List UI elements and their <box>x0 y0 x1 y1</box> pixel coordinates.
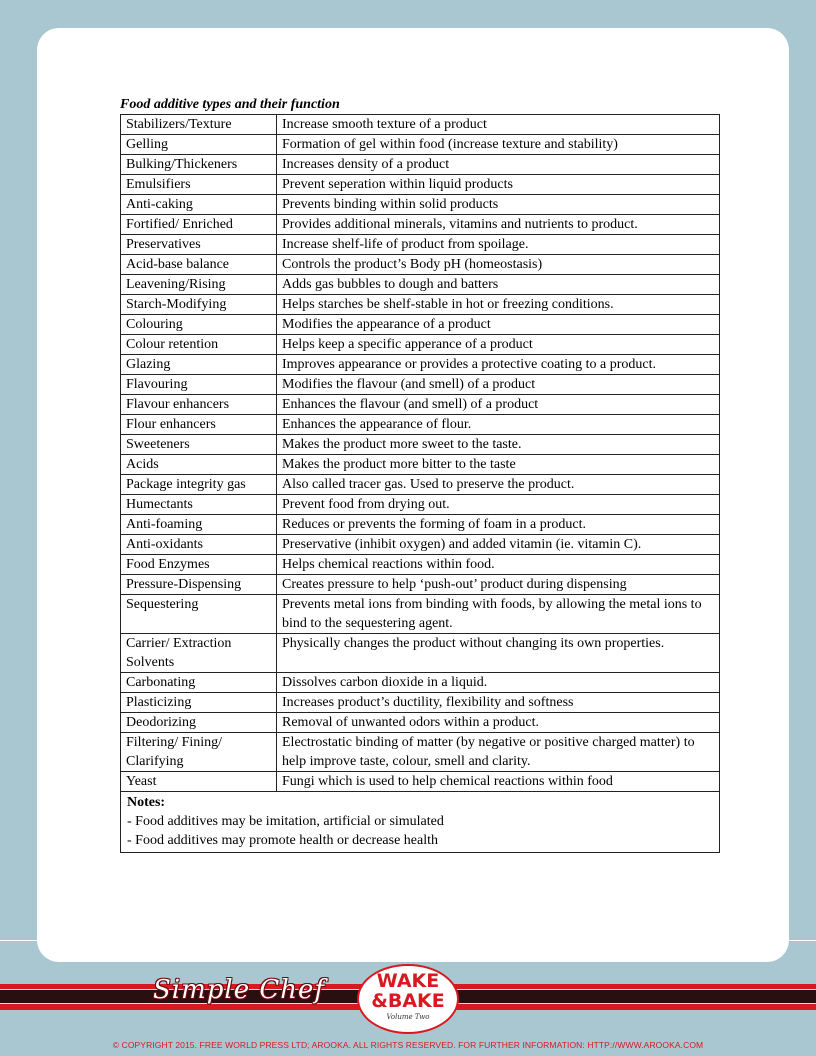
additive-function-cell: Reduces or prevents the forming of foam in a product. <box>277 515 720 535</box>
additive-function-cell: Provides additional minerals, vitamins and nutrients to product. <box>277 215 720 235</box>
additive-function-cell: Preservative (inhibit oxygen) and added vitamin (ie. vitamin C). <box>277 535 720 555</box>
additive-type-cell: Colour retention <box>121 335 277 355</box>
table-row <box>121 215 720 235</box>
additive-function-cell: Makes the product more bitter to the taste <box>277 455 720 475</box>
table-row <box>121 395 720 415</box>
additive-function-cell: Creates pressure to help ‘push-out’ product during dispensing <box>277 575 720 595</box>
additive-type-cell: Bulking/Thickeners <box>121 155 277 175</box>
additive-type-cell: Flavouring <box>121 375 277 395</box>
additive-type-cell: Acids <box>121 455 277 475</box>
additive-function-cell: Increases product’s ductility, flexibility and softness <box>277 693 720 713</box>
additive-function-cell: Controls the product’s Body pH (homeostasis) <box>277 255 720 275</box>
guide-line-right <box>786 940 816 941</box>
table-row <box>121 515 720 535</box>
table-title: Food additive types and their function <box>120 97 340 112</box>
additive-function-cell: Prevents metal ions from binding with foods, by allowing the metal ions to bind to the sequestering agent. <box>277 595 720 634</box>
notes-cell <box>121 792 720 853</box>
table-row <box>121 455 720 475</box>
table-row <box>121 195 720 215</box>
notes-title: Notes: <box>127 795 166 810</box>
additive-type-cell: Carbonating <box>121 673 277 693</box>
additive-function-cell: Increase shelf-life of product from spoilage. <box>277 235 720 255</box>
additive-function-cell: Increase smooth texture of a product <box>277 115 720 135</box>
additive-type-cell: Colouring <box>121 315 277 335</box>
table-row <box>121 693 720 713</box>
wake-and-bake-logo <box>357 964 459 1034</box>
additive-type-cell: Sweeteners <box>121 435 277 455</box>
table-row <box>121 295 720 315</box>
table-row <box>121 435 720 455</box>
table-row <box>121 535 720 555</box>
additive-function-cell: Enhances the flavour (and smell) of a product <box>277 395 720 415</box>
additive-type-cell: Anti-foaming <box>121 515 277 535</box>
table-row <box>121 355 720 375</box>
additive-type-cell: Pressure-Dispensing <box>121 575 277 595</box>
additive-function-cell: Electrostatic binding of matter (by negative or positive charged matter) to help improve taste, colour, smell and clarity. <box>277 733 720 772</box>
additives-table-body <box>121 115 720 853</box>
additive-function-cell: Prevent seperation within liquid products <box>277 175 720 195</box>
table-row <box>121 673 720 693</box>
additive-type-cell: Deodorizing <box>121 713 277 733</box>
additive-type-cell: Yeast <box>121 772 277 792</box>
additive-function-cell: Increases density of a product <box>277 155 720 175</box>
additive-type-cell: Carrier/ Extraction Solvents <box>121 634 277 673</box>
additive-function-cell: Modifies the flavour (and smell) of a product <box>277 375 720 395</box>
additive-type-cell: Preservatives <box>121 235 277 255</box>
additive-type-cell: Sequestering <box>121 595 277 634</box>
table-row <box>121 275 720 295</box>
additive-function-cell: Dissolves carbon dioxide in a liquid. <box>277 673 720 693</box>
additive-function-cell: Formation of gel within food (increase texture and stability) <box>277 135 720 155</box>
table-row <box>121 595 720 634</box>
additive-type-cell: Anti-oxidants <box>121 535 277 555</box>
additive-type-cell: Starch-Modifying <box>121 295 277 315</box>
additive-type-cell: Emulsifiers <box>121 175 277 195</box>
table-row <box>121 772 720 792</box>
note-item: - Food additives may promote health or decrease health <box>127 833 439 848</box>
additive-type-cell: Stabilizers/Texture <box>121 115 277 135</box>
table-row <box>121 733 720 772</box>
additive-type-cell: Food Enzymes <box>121 555 277 575</box>
additive-type-cell: Humectants <box>121 495 277 515</box>
additive-function-cell: Helps starches be shelf-stable in hot or freezing conditions. <box>277 295 720 315</box>
additive-type-cell: Leavening/Rising <box>121 275 277 295</box>
logo-line-wake: WAKE <box>376 970 440 992</box>
guide-line-left <box>0 940 40 941</box>
additive-function-cell: Physically changes the product without changing its own properties. <box>277 634 720 673</box>
additive-type-cell: Package integrity gas <box>121 475 277 495</box>
table-row <box>121 475 720 495</box>
additive-function-cell: Makes the product more sweet to the taste. <box>277 435 720 455</box>
additive-function-cell: Modifies the appearance of a product <box>277 315 720 335</box>
additive-type-cell: Fortified/ Enriched <box>121 215 277 235</box>
table-row <box>121 555 720 575</box>
logo-line-volume: Volume Two <box>386 1013 430 1021</box>
table-row <box>121 713 720 733</box>
additive-function-cell: Prevents binding within solid products <box>277 195 720 215</box>
table-row <box>121 135 720 155</box>
additive-type-cell: Filtering/ Fining/ Clarifying <box>121 733 277 772</box>
table-row <box>121 255 720 275</box>
table-row <box>121 155 720 175</box>
notes-row <box>121 792 720 853</box>
additive-function-cell: Helps chemical reactions within food. <box>277 555 720 575</box>
additive-function-cell: Enhances the appearance of flour. <box>277 415 720 435</box>
additive-type-cell: Gelling <box>121 135 277 155</box>
logo-line-bake: &BAKE <box>371 990 445 1012</box>
table-row <box>121 315 720 335</box>
note-item: - Food additives may be imitation, artificial or simulated <box>127 814 444 829</box>
table-row <box>121 375 720 395</box>
additive-type-cell: Plasticizing <box>121 693 277 713</box>
table-row <box>121 415 720 435</box>
copyright-notice: © COPYRIGHT 2015. FREE WORLD PRESS LTD; AROOKA. ALL RIGHTS RESERVED. FOR FURTHER INFORMATION: HTTP://WWW.AROOKA.COM <box>112 1040 704 1050</box>
additive-function-cell: Adds gas bubbles to dough and batters <box>277 275 720 295</box>
table-row <box>121 495 720 515</box>
additive-function-cell: Fungi which is used to help chemical reactions within food <box>277 772 720 792</box>
additive-type-cell: Glazing <box>121 355 277 375</box>
additive-function-cell: Removal of unwanted odors within a product. <box>277 713 720 733</box>
simple-chef-logo: Simple Chef <box>153 975 326 1005</box>
additive-function-cell: Prevent food from drying out. <box>277 495 720 515</box>
table-row <box>121 235 720 255</box>
additive-type-cell: Anti-caking <box>121 195 277 215</box>
additive-function-cell: Helps keep a specific apperance of a product <box>277 335 720 355</box>
additives-table <box>120 114 720 853</box>
additive-function-cell: Also called tracer gas. Used to preserve the product. <box>277 475 720 495</box>
additive-function-cell: Improves appearance or provides a protective coating to a product. <box>277 355 720 375</box>
additive-type-cell: Flour enhancers <box>121 415 277 435</box>
additive-type-cell: Flavour enhancers <box>121 395 277 415</box>
table-row <box>121 335 720 355</box>
table-row <box>121 115 720 135</box>
additive-type-cell: Acid-base balance <box>121 255 277 275</box>
table-row <box>121 634 720 673</box>
table-row <box>121 175 720 195</box>
table-row <box>121 575 720 595</box>
